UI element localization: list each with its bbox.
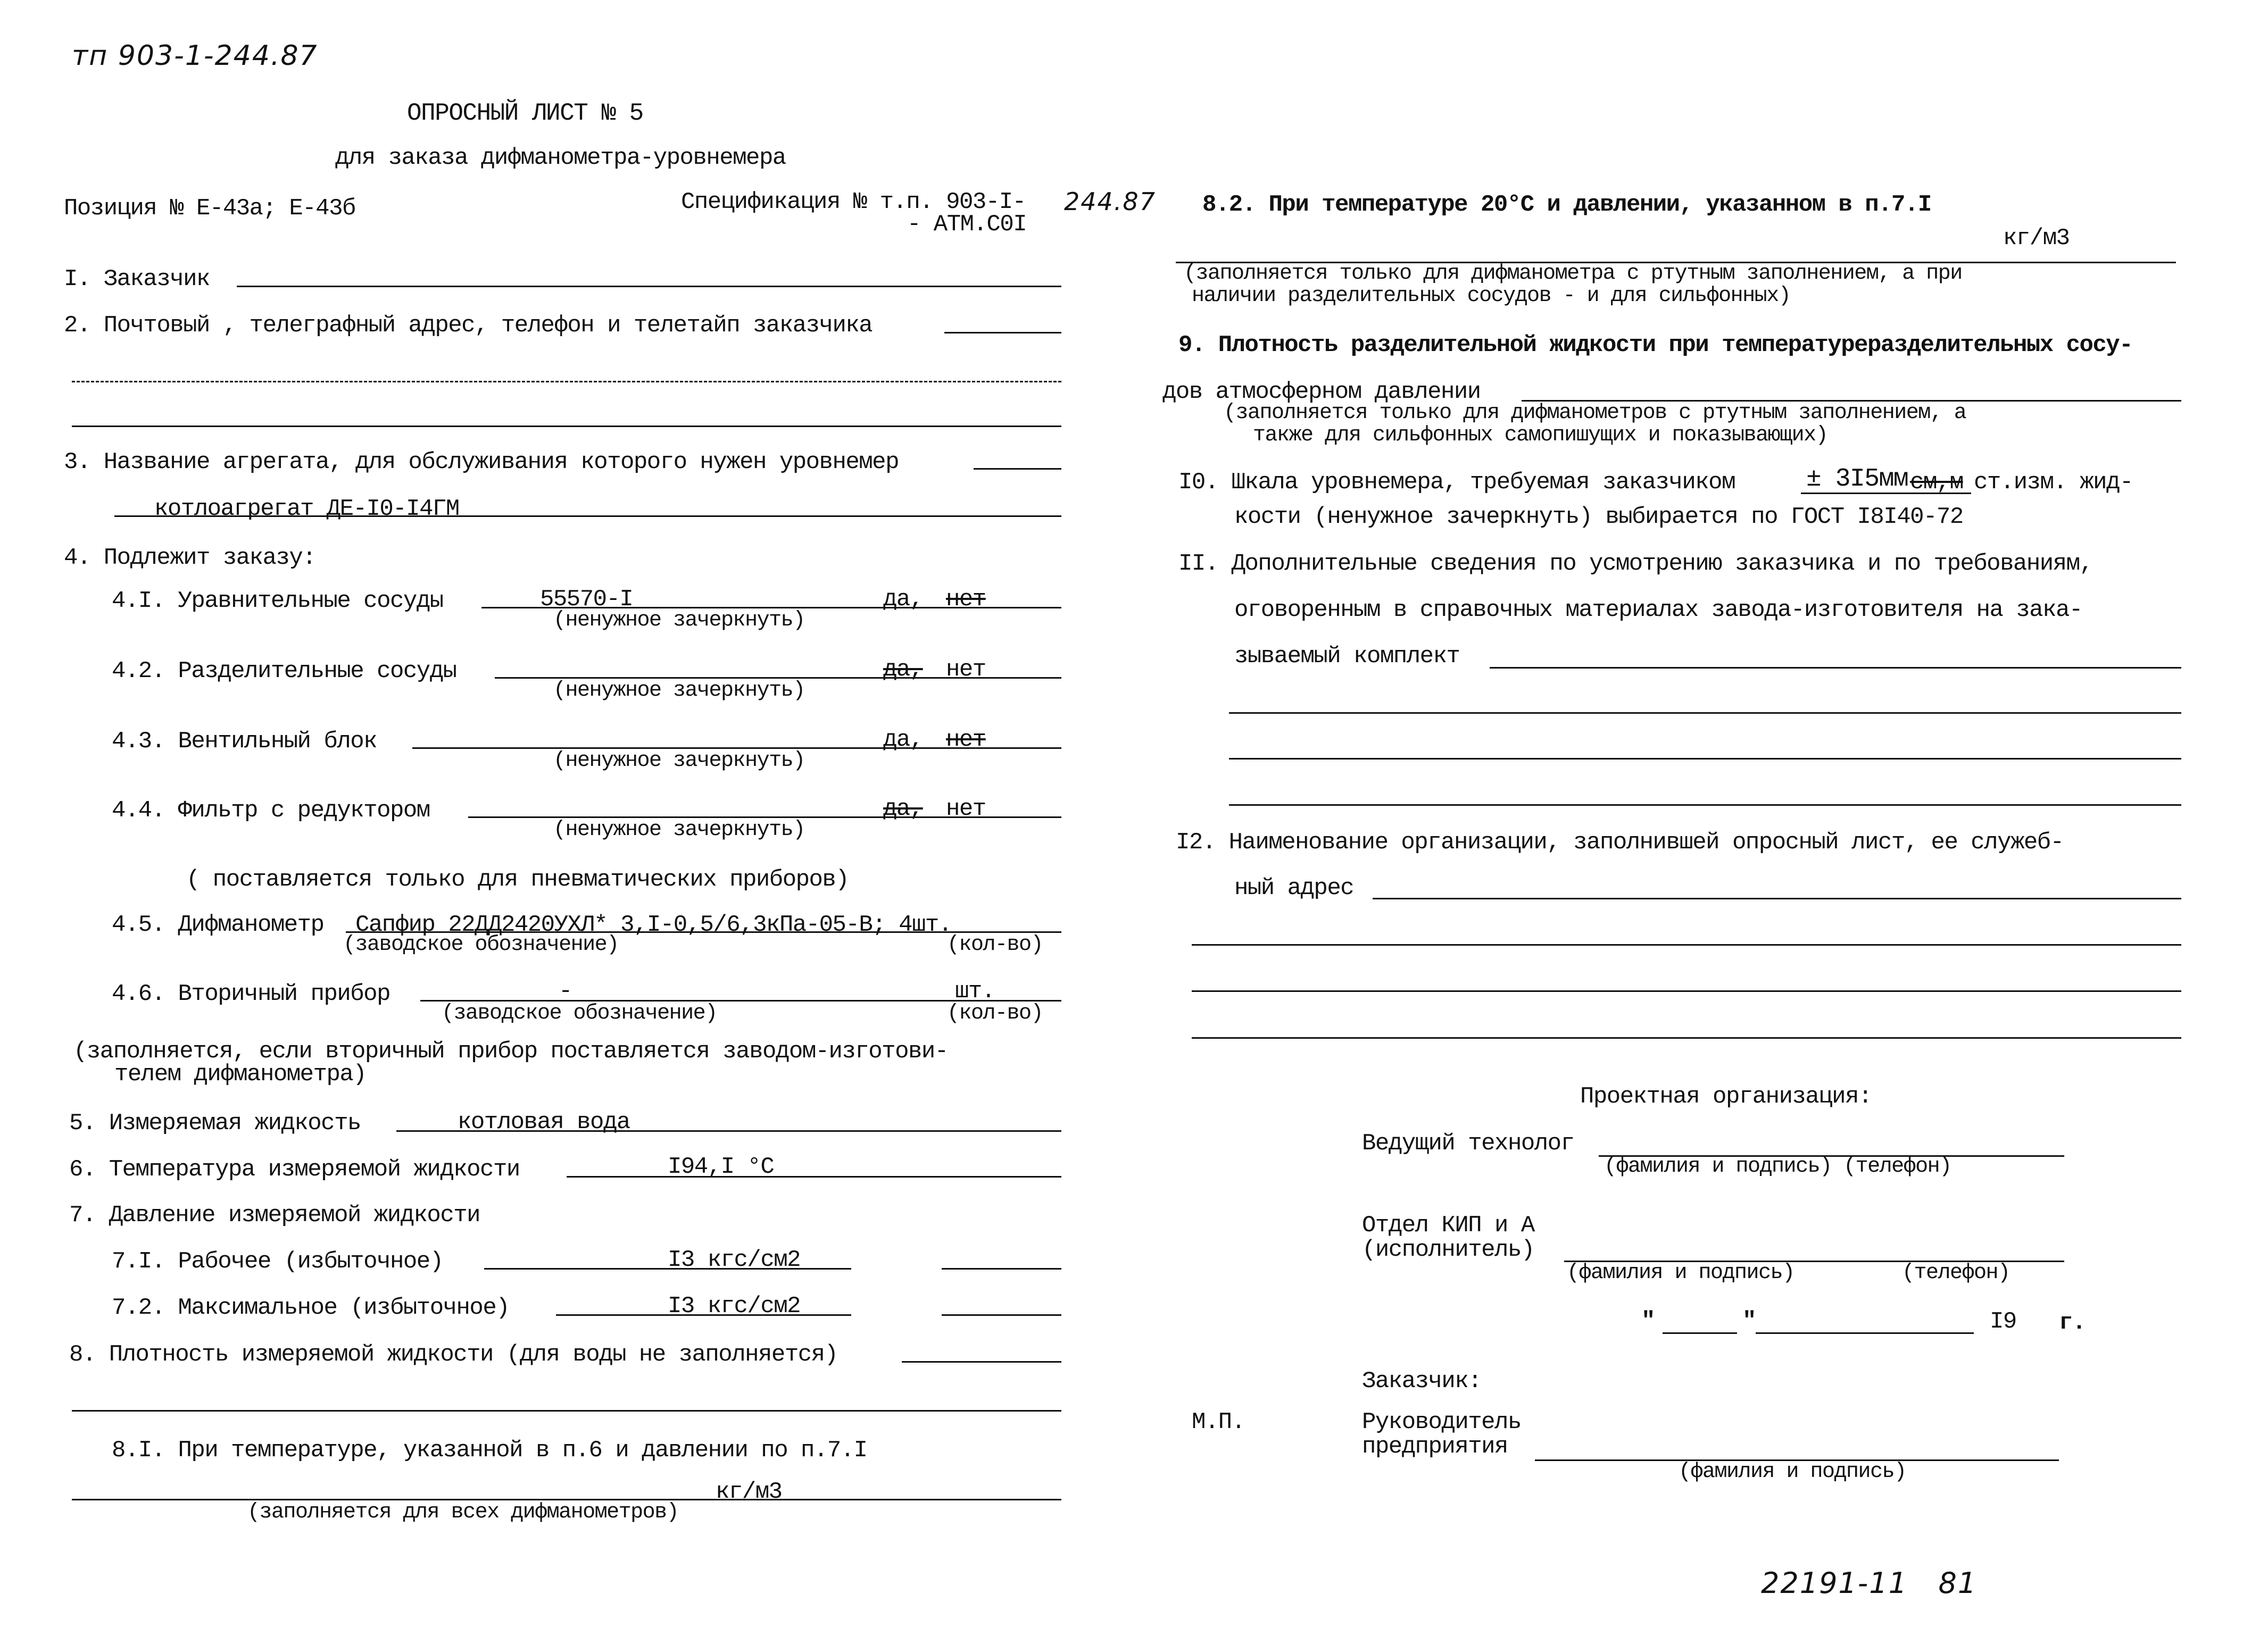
item-8-1-note: (заполняется для всех дифманометров) xyxy=(247,1500,679,1524)
item-4-1-label: 4.I. Уравнительные сосуды xyxy=(112,588,443,614)
kip-department-label: Отдел КИП и А xyxy=(1362,1212,1534,1239)
item-8-1-unit: кг/м3 xyxy=(716,1479,782,1505)
item-10-struck-units: см,м xyxy=(1910,469,1963,496)
item-4-3-label: 4.3. Вентильный блок xyxy=(112,728,377,755)
item-1-customer: I. Заказчик xyxy=(64,266,210,293)
customer-heading: Заказчик: xyxy=(1362,1368,1482,1395)
page-title: ОПРОСНЫЙ ЛИСТ № 5 xyxy=(407,99,643,127)
item-4-4-label: 4.4. Фильтр с редуктором xyxy=(112,797,430,824)
item-11-field[interactable] xyxy=(1490,667,2181,669)
item-12-field[interactable] xyxy=(1373,898,2181,899)
item-3-field[interactable] xyxy=(974,468,1061,470)
item-9-line1: 9. Плотность разделительной жидкости при температуреразделительных сосу- xyxy=(1178,332,2133,358)
item-7-1-field-unit[interactable] xyxy=(942,1268,1061,1270)
item-7-1-value: I3 кгс/см2 xyxy=(668,1247,801,1273)
item-7-2-label: 7.2. Максимальное (избыточное) xyxy=(112,1295,510,1321)
position-label: Позиция № Е-43а; Е-43б xyxy=(64,195,355,222)
specification-handwritten: 244.87 xyxy=(1064,187,1156,216)
item-8-2-unit: кг/м3 xyxy=(2003,225,2070,252)
item-10-label: I0. Шкала уровнемера, требуемая заказчиком xyxy=(1178,469,1735,496)
date-quote-open: " xyxy=(1641,1308,1655,1334)
item-4-order: 4. Подлежит заказу: xyxy=(64,545,316,571)
item-4-1-value: 55570-I xyxy=(540,586,633,613)
item-4-1-no: нет xyxy=(946,586,986,613)
footer-code: 22191-11 81 xyxy=(1761,1566,1978,1600)
item-8-field[interactable] xyxy=(902,1361,1061,1363)
item-9-note-line2: также для сильфонных самопишущих и показывающих) xyxy=(1253,423,1828,447)
lead-technologist-label: Ведущий технолог xyxy=(1362,1130,1574,1157)
kip-name-signature-note: (фамилия и подпись) xyxy=(1567,1261,1795,1285)
item-4-4-no: нет xyxy=(946,796,986,822)
item-4-2-label: 4.2. Разделительные сосуды xyxy=(112,658,456,685)
item-7-2-field[interactable] xyxy=(556,1314,851,1316)
item-5-field[interactable] xyxy=(396,1130,1061,1132)
item-6-field[interactable] xyxy=(567,1176,1061,1178)
stamp-place-label: М.П. xyxy=(1192,1409,1245,1436)
item-4-4-yes: да, xyxy=(883,796,923,822)
item-11-field-line2[interactable] xyxy=(1229,712,2181,714)
kip-phone-note: (телефон) xyxy=(1902,1261,2010,1285)
item-10-field[interactable] xyxy=(1801,493,1971,494)
item-6-value: I94,I °С xyxy=(668,1154,774,1180)
document-code: тп 903-1-244.87 xyxy=(72,40,318,72)
item-8-label: 8. Плотность измеряемой жидкости (для воды не заполняется) xyxy=(69,1341,838,1368)
item-4-2-yes: да, xyxy=(883,656,923,683)
kip-executor-label: (исполнитель) xyxy=(1362,1237,1534,1263)
item-11-field-line4[interactable] xyxy=(1229,804,2181,806)
item-4-4-note: (ненужное зачеркнуть) xyxy=(553,818,805,842)
item-4-3-yes: да, xyxy=(883,727,923,753)
item-4-1-note: (ненужное зачеркнуть) xyxy=(553,608,805,632)
secondary-note-line1: (заполняется, если вторичный прибор поставляется заводом-изготови- xyxy=(73,1038,948,1065)
item-11-line3: зываемый комплект xyxy=(1234,643,1460,670)
date-day-field[interactable] xyxy=(1663,1332,1737,1334)
item-12-field-line3[interactable] xyxy=(1192,990,2181,992)
item-2-field-line2[interactable] xyxy=(72,381,1061,382)
secondary-note-line2: телем дифманометра) xyxy=(114,1061,367,1088)
item-4-1-yes: да, xyxy=(883,586,923,613)
item-9-note-line1: (заполняется только для дифманометров с ртутным заполнением, а xyxy=(1224,401,1966,425)
item-12-line1: I2. Наименование организации, заполнившей опросный лист, ее служеб- xyxy=(1176,829,2064,856)
item-4-3-no: нет xyxy=(946,727,986,753)
item-1-field[interactable] xyxy=(237,286,1061,287)
item-7-1-field[interactable] xyxy=(484,1268,851,1270)
lead-technologist-note: (фамилия и подпись) (телефон) xyxy=(1604,1155,1951,1179)
item-4-2-note: (ненужное зачеркнуть) xyxy=(553,679,805,703)
head-label-line2: предприятия xyxy=(1362,1433,1508,1460)
date-year-prefix: I9 xyxy=(1990,1308,2016,1335)
item-5-label: 5. Измеряемая жидкость xyxy=(69,1110,361,1137)
design-org-heading: Проектная организация: xyxy=(1580,1083,1872,1110)
item-11-line2: оговоренным в справочных материалах завода-изготовителя на зака- xyxy=(1234,597,2082,623)
item-5-value: котловая вода xyxy=(458,1109,630,1136)
head-signature-note: (фамилия и подпись) xyxy=(1679,1460,1906,1484)
item-12-field-line4[interactable] xyxy=(1192,1037,2181,1039)
item-4-6-qty-note: (кол-во) xyxy=(947,1002,1043,1025)
item-10-line2: кости (ненужное зачеркнуть) выбирается по ГОСТ I8I40-72 xyxy=(1234,504,1963,530)
item-4-5-designation-note: (заводское обозначение) xyxy=(343,933,619,957)
date-quote-close: " xyxy=(1742,1308,1756,1334)
item-8-field-line2[interactable] xyxy=(72,1410,1061,1412)
item-8-1-label: 8.I. При температуре, указанной в п.6 и давлении по п.7.I xyxy=(112,1437,867,1464)
item-8-2-note-line2: наличии разделительных сосудов - и для сильфонных) xyxy=(1192,284,1791,308)
item-7-1-label: 7.I. Рабочее (избыточное) xyxy=(112,1248,443,1275)
item-10-label-end: ст.изм. жид- xyxy=(1974,469,2133,496)
item-7-2-field-unit[interactable] xyxy=(942,1314,1061,1316)
item-3-unit-name: 3. Название агрегата, для обслуживания которого нужен уровнемер xyxy=(64,449,899,475)
date-month-field[interactable] xyxy=(1756,1332,1974,1334)
item-2-field-line3[interactable] xyxy=(72,425,1061,427)
specification-label: Спецификация № т.п. 903-I- xyxy=(681,189,1026,215)
item-11-field-line3[interactable] xyxy=(1229,758,2181,760)
item-7-2-value: I3 кгс/см2 xyxy=(668,1293,801,1320)
page-subtitle: для заказа дифманометра-уровнемера xyxy=(335,145,786,171)
head-label-line1: Руководитель xyxy=(1362,1409,1521,1436)
item-3-field-line2[interactable] xyxy=(114,515,1061,517)
item-6-label: 6. Температура измеряемой жидкости xyxy=(69,1156,520,1183)
item-4-2-no: нет xyxy=(946,656,986,683)
item-8-2-note-line1: (заполняется только для дифманометра с ртутным заполнением, а при xyxy=(1184,262,1962,286)
item-12-line2: ный адрес xyxy=(1234,875,1354,902)
item-2-field[interactable] xyxy=(944,332,1061,333)
pneumatic-note: ( поставляется только для пневматических приборов) xyxy=(186,866,849,893)
date-year-suffix: г. xyxy=(2059,1309,2086,1336)
item-12-field-line2[interactable] xyxy=(1192,944,2181,946)
item-10-value: ± 3I5мм xyxy=(1806,465,1908,494)
item-2-address: 2. Почтовый , телеграфный адрес, телефон и телетайп заказчика xyxy=(64,312,873,339)
item-8-2-label: 8.2. При температуре 20°С и давлении, указанном в п.7.I xyxy=(1202,191,1931,218)
item-4-3-note: (ненужное зачеркнуть) xyxy=(553,749,805,773)
item-4-6-pcs: шт. xyxy=(955,978,995,1005)
item-4-5-qty-note: (кол-во) xyxy=(947,933,1043,957)
specification-line2: - АТМ.С0I xyxy=(907,211,1027,238)
item-11-line1: II. Дополнительные сведения по усмотрению заказчика и по требованиям, xyxy=(1178,550,2093,577)
item-3-value: котлоагрегат ДЕ-I0-I4ГМ xyxy=(154,496,459,522)
item-4-5-value: Сапфир 22ДД2420УХЛ* 3,I-0,5/6,3кПа-05-В; 4шт. xyxy=(355,912,952,938)
item-4-6-designation-note: (заводское обозначение) xyxy=(442,1002,717,1025)
item-4-6-value: - xyxy=(559,978,572,1005)
item-4-5-label: 4.5. Дифманометр xyxy=(112,912,324,938)
item-7-label: 7. Давление измеряемой жидкости xyxy=(69,1202,480,1229)
item-9-line2: дов атмосферном давлении xyxy=(1162,379,1481,405)
item-4-6-label: 4.6. Вторичный прибор xyxy=(112,981,390,1007)
